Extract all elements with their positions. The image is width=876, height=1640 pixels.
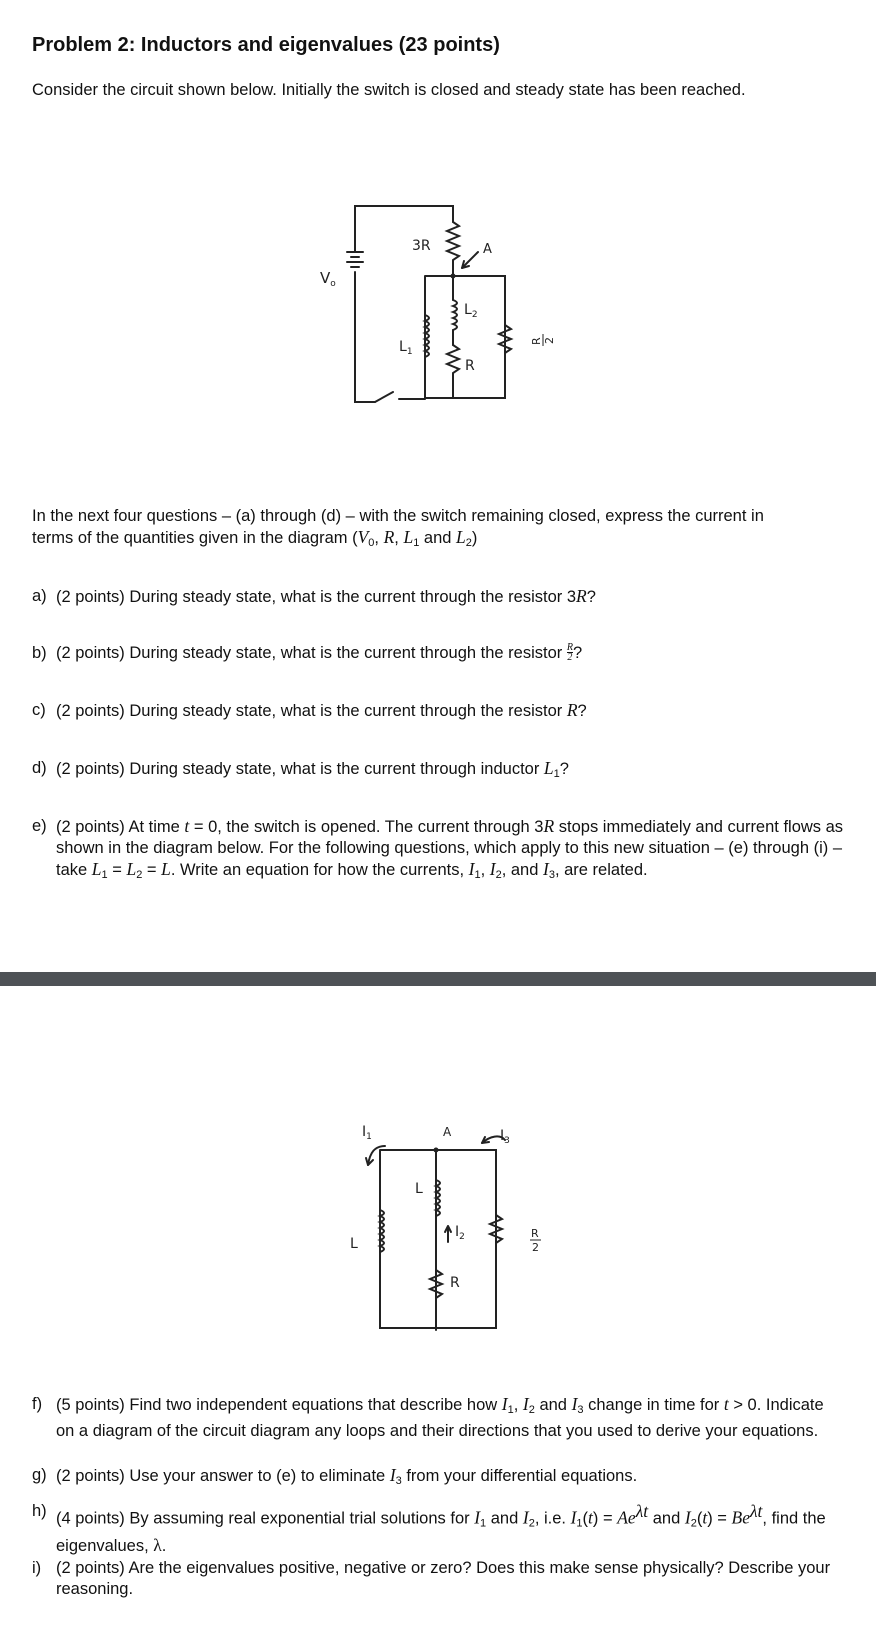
intro-text: Consider the circuit shown below. Initially the switch is closed and steady state has been reached. [32, 81, 746, 99]
resistor-rhalf-label [530, 334, 556, 346]
current-i1-label: $I_1$ [362, 1124, 372, 1142]
question-f: f) (5 points) Find two independent equations that describe how $I_1$, $I_2$ and $I_3$ change in time for t > 0. Indicate on a diagram of the circuit diagram any loops and their directions that you used to derive your equations. [32, 1394, 824, 1440]
circuit-diagram-switch-open [330, 1106, 560, 1336]
svg-text:R: R [530, 337, 543, 345]
inductor-l1-label: $L_1$ [399, 339, 413, 357]
source-label: $V_o$ [320, 269, 336, 289]
svg-text:2: 2 [543, 337, 556, 344]
resistor-r-label: R [465, 358, 475, 374]
question-d: d) (2 points) During steady state, what is the current through inductor $L_1$? [32, 758, 569, 780]
svg-text:R: R [531, 1227, 539, 1240]
inductor-inner-label: L [415, 1181, 423, 1197]
question-h: h) (4 points) By assuming real exponential trial solutions for $I_1$ and $I_2$, i.e. $I_1(t) = Ae^{\lambda t}$ and $I_2(t) = Be^{\lambda t}$, find the eigenvalues, λ. [32, 1501, 826, 1555]
svg-text:2: 2 [532, 1241, 539, 1254]
problem-title: Problem 2: Inductors and eigenvalues (23 points) [32, 34, 500, 56]
question-g: g) (2 points) Use your answer to (e) to eliminate $I_3$ from your differential equations. [32, 1465, 638, 1487]
node-a-label: A [483, 242, 492, 257]
resistor-r-label-2: R [450, 1275, 460, 1291]
current-i3-label: $I_3$ [500, 1128, 510, 1146]
page-divider [0, 972, 876, 986]
node-a-label-2: A [443, 1125, 452, 1139]
resistor-rhalf-label-2 [530, 1227, 541, 1254]
inductor-l2-label: $L_2$ [464, 302, 478, 320]
inductor-outer-label: L [350, 1236, 358, 1252]
question-e: e) (2 points) At time t = 0, the switch is opened. The current through 3R stops immediately and current flows as shown in the diagram below. For the following questions, which apply to this new situation – (e) through (i) – take $L_1 = L_2 = L$. Write an equation for how the currents, $I_1$, $I_2$, and $I_3$, are related. [32, 816, 844, 881]
resistor-3r-label: 3R [412, 238, 431, 254]
question-b: b) (2 points) During steady state, what is the current through the resistor $\frac{R}{2}$ ? [32, 642, 583, 663]
page-2 [0, 986, 876, 1640]
current-i2-label: $I_2$ [455, 1224, 465, 1242]
next-four-text: In the next four questions – (a) through (d) – with the switch remaining closed, express the current in terms of the quantities given in the diagram ($V_0$, R, $L_1$ and $L_2$) [32, 507, 764, 549]
question-c: c) (2 points) During steady state, what is the current through the resistor R? [32, 700, 587, 720]
question-a: a) (2 points) During steady state, what is the current through the resistor 3R? [32, 586, 596, 606]
question-i: i) (2 points) Are the eigenvalues positive, negative or zero? Does this make sense physically? Describe your reasoning. [32, 1559, 831, 1598]
circuit-diagram-switch-closed [290, 180, 560, 410]
